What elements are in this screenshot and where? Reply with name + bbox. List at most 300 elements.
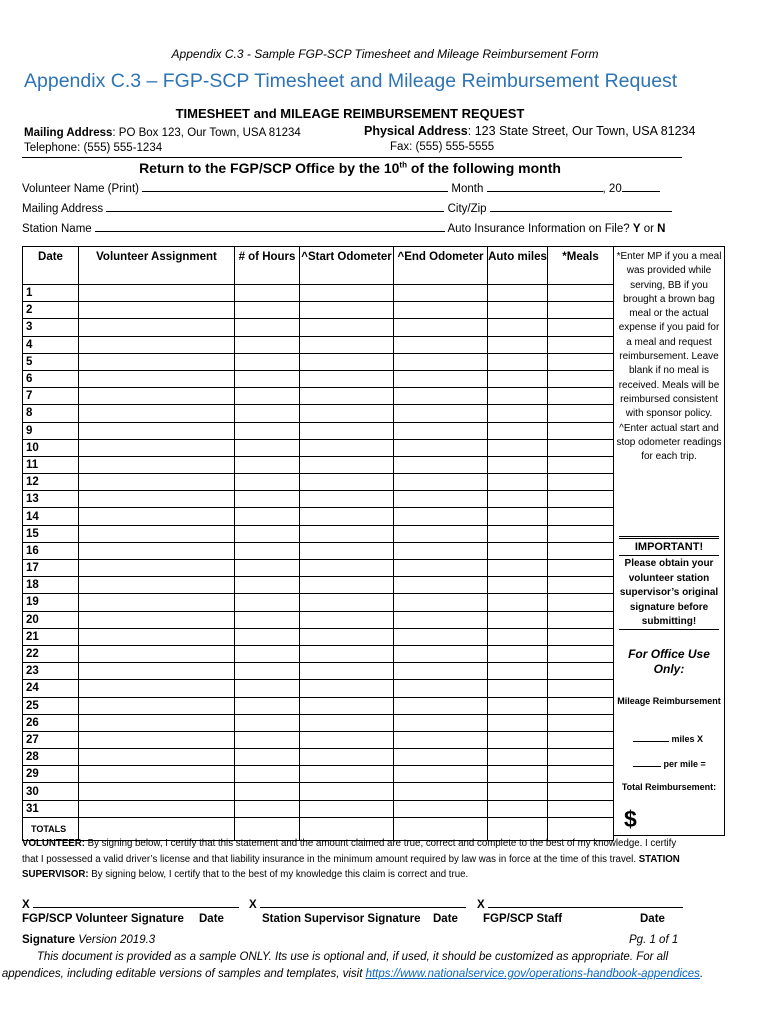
table-row [23, 714, 614, 731]
table-row [23, 594, 614, 611]
end-odometer-cell[interactable] [394, 285, 488, 302]
staff-date-label: Date [640, 913, 665, 925]
hours-cell[interactable] [235, 766, 300, 783]
start-odometer-cell[interactable] [300, 388, 394, 405]
meals-cell[interactable] [548, 439, 614, 456]
end-odometer-cell[interactable] [394, 474, 488, 491]
assignment-cell[interactable] [79, 508, 235, 525]
end-odometer-cell[interactable] [394, 800, 488, 817]
mailing-address-field[interactable] [106, 200, 444, 212]
auto-miles-cell[interactable] [488, 474, 548, 491]
staff-x-mark: X [477, 899, 485, 911]
start-odometer-cell[interactable] [300, 697, 394, 714]
table-row [23, 353, 614, 370]
start-odometer-cell[interactable] [300, 302, 394, 319]
hours-cell[interactable] [235, 800, 300, 817]
hours-cell[interactable] [235, 422, 300, 439]
assignment-cell[interactable] [79, 542, 235, 559]
end-odometer-header: ^End Odometer [394, 247, 488, 285]
assignment-cell[interactable] [79, 577, 235, 594]
auto-miles-cell[interactable] [488, 680, 548, 697]
table-row [23, 319, 614, 336]
assignment-cell[interactable] [79, 783, 235, 800]
start-odometer-cell[interactable] [300, 525, 394, 542]
meals-cell[interactable] [548, 577, 614, 594]
rate-entry-row [633, 757, 706, 769]
start-odometer-cell[interactable] [300, 422, 394, 439]
assignment-cell[interactable] [79, 697, 235, 714]
auto-miles-cell[interactable] [488, 542, 548, 559]
auto-miles-cell[interactable] [488, 422, 548, 439]
meals-cell[interactable] [548, 353, 614, 370]
end-odometer-cell[interactable] [394, 697, 488, 714]
table-row [23, 645, 614, 662]
start-odometer-cell[interactable] [300, 783, 394, 800]
table-row [23, 285, 614, 302]
hours-cell[interactable] [235, 731, 300, 748]
volunteer-cert-label: VOLUNTEER: [22, 838, 85, 849]
table-row [23, 491, 614, 508]
start-odometer-cell[interactable] [300, 766, 394, 783]
assignment-cell[interactable] [79, 439, 235, 456]
hours-cell[interactable] [235, 542, 300, 559]
auto-miles-cell[interactable] [488, 697, 548, 714]
assignment-cell[interactable] [79, 714, 235, 731]
assignment-cell[interactable] [79, 285, 235, 302]
volunteer-signature-line [22, 896, 239, 911]
start-odometer-cell[interactable] [300, 491, 394, 508]
table-row [23, 542, 614, 559]
hours-cell[interactable] [235, 474, 300, 491]
city-zip-field[interactable] [490, 200, 672, 212]
start-odometer-cell[interactable] [300, 663, 394, 680]
footer-note-end: . [699, 968, 704, 980]
start-odometer-cell[interactable] [300, 800, 394, 817]
auto-miles-cell[interactable] [488, 731, 548, 748]
table-row [23, 697, 614, 714]
office-divider [619, 629, 719, 630]
appendices-link[interactable]: https://www.nationalservice.gov/operations-handbook-appendices [365, 968, 700, 980]
meals-cell[interactable] [548, 508, 614, 525]
start-odometer-cell[interactable] [300, 714, 394, 731]
end-odometer-cell[interactable] [394, 680, 488, 697]
meals-cell[interactable] [548, 560, 614, 577]
volunteer-date-label: Date [199, 913, 224, 925]
end-odometer-cell[interactable] [394, 542, 488, 559]
end-odometer-cell[interactable] [394, 405, 488, 422]
auto-miles-cell[interactable] [488, 388, 548, 405]
start-odometer-cell[interactable] [300, 336, 394, 353]
auto-miles-cell[interactable] [488, 611, 548, 628]
table-row [23, 302, 614, 319]
table-row [23, 766, 614, 783]
auto-miles-cell[interactable] [488, 302, 548, 319]
meals-cell[interactable] [548, 302, 614, 319]
start-odometer-cell[interactable] [300, 628, 394, 645]
start-odometer-header: ^Start Odometer [300, 247, 394, 285]
meals-cell[interactable] [548, 645, 614, 662]
auto-miles-cell[interactable] [488, 749, 548, 766]
auto-miles-cell[interactable] [488, 370, 548, 387]
end-odometer-cell[interactable] [394, 663, 488, 680]
auto-miles-cell[interactable] [488, 336, 548, 353]
important-heading: IMPORTANT! [634, 541, 704, 553]
hours-header: # of Hours [235, 247, 300, 285]
table-row [23, 577, 614, 594]
auto-miles-cell[interactable] [488, 594, 548, 611]
meals-cell[interactable] [548, 731, 614, 748]
auto-miles-cell[interactable] [488, 508, 548, 525]
end-odometer-cell[interactable] [394, 370, 488, 387]
meals-cell[interactable] [548, 697, 614, 714]
assignment-cell[interactable] [79, 560, 235, 577]
assignment-cell[interactable] [79, 474, 235, 491]
end-odometer-cell[interactable] [394, 388, 488, 405]
meals-cell[interactable] [548, 714, 614, 731]
end-odometer-cell[interactable] [394, 577, 488, 594]
staff-signature-line [477, 896, 683, 911]
meals-cell[interactable] [548, 800, 614, 817]
supervisor-signature-field[interactable] [260, 896, 466, 908]
auto-miles-cell[interactable] [488, 560, 548, 577]
assignment-cell[interactable] [79, 749, 235, 766]
day-number: 7 [23, 388, 79, 405]
meals-cell[interactable] [548, 542, 614, 559]
month-field[interactable] [487, 180, 603, 192]
day-number: 31 [23, 800, 79, 817]
end-odometer-cell[interactable] [394, 302, 488, 319]
important-divider [619, 555, 719, 556]
dollar-sign: $ [624, 806, 637, 832]
end-odometer-cell[interactable] [394, 749, 488, 766]
physical-address-line [364, 124, 695, 138]
end-odometer-cell[interactable] [394, 508, 488, 525]
table-row [23, 560, 614, 577]
table-row [23, 611, 614, 628]
end-odometer-cell[interactable] [394, 525, 488, 542]
day-number: 12 [23, 474, 79, 491]
assignment-cell[interactable] [79, 491, 235, 508]
table-row [23, 749, 614, 766]
assignment-cell[interactable] [79, 525, 235, 542]
assignment-cell[interactable] [79, 353, 235, 370]
day-number: 1 [23, 285, 79, 302]
miles-entry-field[interactable] [633, 732, 669, 742]
return-instruction [0, 160, 700, 176]
meals-cell[interactable] [548, 370, 614, 387]
table-row [23, 336, 614, 353]
hours-cell[interactable] [235, 525, 300, 542]
start-odometer-cell[interactable] [300, 319, 394, 336]
meals-cell[interactable] [548, 766, 614, 783]
volunteer-signature-field[interactable] [33, 896, 239, 908]
auto-miles-header: Auto miles [488, 247, 548, 285]
day-number: 2 [23, 302, 79, 319]
telephone-line: Telephone: (555) 555-1234 [24, 142, 163, 154]
end-odometer-cell[interactable] [394, 645, 488, 662]
meals-cell[interactable] [548, 474, 614, 491]
timesheet-table [22, 246, 614, 841]
start-odometer-cell[interactable] [300, 370, 394, 387]
table-row [23, 388, 614, 405]
start-odometer-cell[interactable] [300, 456, 394, 473]
assignment-cell[interactable] [79, 628, 235, 645]
auto-miles-cell[interactable] [488, 766, 548, 783]
hours-cell[interactable] [235, 628, 300, 645]
auto-miles-cell[interactable] [488, 405, 548, 422]
day-number: 6 [23, 370, 79, 387]
start-odometer-cell[interactable] [300, 508, 394, 525]
table-row [23, 800, 614, 817]
day-number: 5 [23, 353, 79, 370]
hours-cell[interactable] [235, 491, 300, 508]
year-prefix: , 20 [602, 183, 622, 195]
insurance-no-option[interactable]: N [657, 223, 666, 235]
end-odometer-cell[interactable] [394, 422, 488, 439]
hours-cell[interactable] [235, 302, 300, 319]
meals-cell[interactable] [548, 611, 614, 628]
table-row [23, 508, 614, 525]
meals-cell[interactable] [548, 285, 614, 302]
assignment-cell[interactable] [79, 422, 235, 439]
assignment-cell[interactable] [79, 319, 235, 336]
hours-cell[interactable] [235, 456, 300, 473]
start-odometer-cell[interactable] [300, 405, 394, 422]
table-row [23, 474, 614, 491]
day-number: 13 [23, 491, 79, 508]
meals-cell[interactable] [548, 405, 614, 422]
assignment-cell[interactable] [79, 645, 235, 662]
end-odometer-cell[interactable] [394, 560, 488, 577]
table-header-row [23, 247, 614, 285]
auto-miles-cell[interactable] [488, 491, 548, 508]
table-row [23, 783, 614, 800]
assignment-cell[interactable] [79, 800, 235, 817]
table-row [23, 439, 614, 456]
hours-cell[interactable] [235, 594, 300, 611]
end-odometer-cell[interactable] [394, 353, 488, 370]
end-odometer-cell[interactable] [394, 439, 488, 456]
meals-cell[interactable] [548, 336, 614, 353]
hours-cell[interactable] [235, 405, 300, 422]
auto-miles-cell[interactable] [488, 439, 548, 456]
station-name-label: Station Name [22, 223, 92, 235]
return-superscript: th [399, 160, 407, 170]
auto-miles-cell[interactable] [488, 353, 548, 370]
volunteer-signature-label: FGP/SCP Volunteer Signature [22, 913, 184, 925]
end-odometer-cell[interactable] [394, 766, 488, 783]
end-odometer-cell[interactable] [394, 319, 488, 336]
meals-cell[interactable] [548, 319, 614, 336]
hours-cell[interactable] [235, 663, 300, 680]
document-title: Appendix C.3 – FGP-SCP Timesheet and Mileage Reimbursement Request [24, 70, 678, 92]
start-odometer-cell[interactable] [300, 285, 394, 302]
start-odometer-cell[interactable] [300, 749, 394, 766]
hours-cell[interactable] [235, 783, 300, 800]
end-odometer-cell[interactable] [394, 491, 488, 508]
hours-cell[interactable] [235, 353, 300, 370]
station-name-row [22, 220, 665, 235]
start-odometer-cell[interactable] [300, 577, 394, 594]
supervisor-signature-label: Station Supervisor Signature [262, 913, 421, 925]
end-odometer-cell[interactable] [394, 594, 488, 611]
footer-version-text: Version 2019.3 [75, 934, 156, 946]
insurance-or-text: or [640, 223, 658, 235]
assignment-cell[interactable] [79, 336, 235, 353]
meals-cell[interactable] [548, 388, 614, 405]
auto-miles-cell[interactable] [488, 783, 548, 800]
assignment-cell[interactable] [79, 611, 235, 628]
hours-cell[interactable] [235, 714, 300, 731]
meals-cell[interactable] [548, 525, 614, 542]
end-odometer-cell[interactable] [394, 336, 488, 353]
end-odometer-cell[interactable] [394, 456, 488, 473]
hours-cell[interactable] [235, 577, 300, 594]
mailing-address-value: : PO Box 123, Our Town, USA 81234 [112, 127, 301, 139]
assignment-header: Volunteer Assignment [79, 247, 235, 285]
start-odometer-cell[interactable] [300, 611, 394, 628]
volunteer-name-field[interactable] [142, 180, 448, 192]
day-number: 28 [23, 749, 79, 766]
day-number: 18 [23, 577, 79, 594]
assignment-cell[interactable] [79, 766, 235, 783]
office-use-heading: For Office Use Only: [628, 647, 710, 676]
auto-miles-cell[interactable] [488, 285, 548, 302]
insurance-yes-option[interactable]: Y [632, 223, 641, 235]
assignment-cell[interactable] [79, 663, 235, 680]
assignment-cell[interactable] [79, 302, 235, 319]
hours-cell[interactable] [235, 680, 300, 697]
day-number: 11 [23, 456, 79, 473]
meals-cell[interactable] [548, 663, 614, 680]
footer-note-prefix: appendices, including editable versions of samples and templates, visit [1, 968, 366, 980]
hours-cell[interactable] [235, 508, 300, 525]
day-number: 20 [23, 611, 79, 628]
day-number: 23 [23, 663, 79, 680]
start-odometer-cell[interactable] [300, 439, 394, 456]
hours-cell[interactable] [235, 319, 300, 336]
start-odometer-cell[interactable] [300, 645, 394, 662]
hours-cell[interactable] [235, 388, 300, 405]
meals-cell[interactable] [548, 594, 614, 611]
hours-cell[interactable] [235, 336, 300, 353]
auto-miles-cell[interactable] [488, 645, 548, 662]
end-odometer-cell[interactable] [394, 731, 488, 748]
table-row [23, 456, 614, 473]
sidebar-double-rule [619, 536, 719, 539]
hours-cell[interactable] [235, 439, 300, 456]
start-odometer-cell[interactable] [300, 680, 394, 697]
year-field[interactable] [622, 180, 660, 192]
footer-version [22, 934, 155, 946]
meals-odometer-instructions: *Enter MP if you a meal was provided while serving, BB if you brought a brown bag meal or the actual expense if you paid for a meal and request reimbursement. Leave blank if no meal is received. Meals will be reimbursed consistent with sponsor policy. ^Enter actual start and stop odometer readings for each trip. [616, 251, 722, 463]
month-label: Month [451, 183, 484, 195]
auto-miles-cell[interactable] [488, 628, 548, 645]
miles-entry-row [633, 732, 703, 744]
total-reimbursement-label: Total Reimbursement: [621, 782, 717, 792]
supervisor-date-label: Date [433, 913, 458, 925]
assignment-cell[interactable] [79, 370, 235, 387]
end-odometer-cell[interactable] [394, 628, 488, 645]
auto-miles-cell[interactable] [488, 525, 548, 542]
assignment-cell[interactable] [79, 594, 235, 611]
rate-entry-field[interactable] [633, 757, 661, 767]
table-row [23, 422, 614, 439]
day-number: 27 [23, 731, 79, 748]
table-row [23, 680, 614, 697]
physical-address-label: Physical Address [364, 124, 468, 138]
assignment-cell[interactable] [79, 405, 235, 422]
hours-cell[interactable] [235, 645, 300, 662]
start-odometer-cell[interactable] [300, 594, 394, 611]
auto-miles-cell[interactable] [488, 800, 548, 817]
auto-miles-cell[interactable] [488, 663, 548, 680]
end-odometer-cell[interactable] [394, 611, 488, 628]
start-odometer-cell[interactable] [300, 474, 394, 491]
table-row [23, 525, 614, 542]
table-row [23, 731, 614, 748]
end-odometer-cell[interactable] [394, 783, 488, 800]
auto-miles-cell[interactable] [488, 319, 548, 336]
meals-cell[interactable] [548, 456, 614, 473]
start-odometer-cell[interactable] [300, 560, 394, 577]
hours-cell[interactable] [235, 697, 300, 714]
end-odometer-cell[interactable] [394, 714, 488, 731]
hours-cell[interactable] [235, 611, 300, 628]
meals-cell[interactable] [548, 422, 614, 439]
hours-cell[interactable] [235, 370, 300, 387]
assignment-cell[interactable] [79, 731, 235, 748]
day-number: 26 [23, 714, 79, 731]
mailing-address-row [22, 200, 672, 215]
per-mile-label: per mile = [663, 759, 706, 769]
station-name-field[interactable] [95, 220, 445, 232]
day-number: 16 [23, 542, 79, 559]
mileage-reimbursement-heading: Mileage Reimbursement [617, 696, 721, 706]
assignment-cell[interactable] [79, 680, 235, 697]
meals-cell[interactable] [548, 491, 614, 508]
hours-cell[interactable] [235, 749, 300, 766]
staff-signature-field[interactable] [488, 896, 683, 908]
day-number: 10 [23, 439, 79, 456]
day-number: 9 [23, 422, 79, 439]
day-number: 8 [23, 405, 79, 422]
meals-cell[interactable] [548, 628, 614, 645]
volunteer-x-mark: X [22, 899, 30, 911]
day-number: 24 [23, 680, 79, 697]
supervisor-cert-label: STATION SUPERVISOR: [22, 853, 680, 880]
auto-miles-cell[interactable] [488, 714, 548, 731]
start-odometer-cell[interactable] [300, 353, 394, 370]
hours-cell[interactable] [235, 560, 300, 577]
day-number: 29 [23, 766, 79, 783]
assignment-cell[interactable] [79, 456, 235, 473]
auto-miles-cell[interactable] [488, 456, 548, 473]
date-header: Date [23, 247, 79, 285]
day-number: 19 [23, 594, 79, 611]
fax-line: Fax: (555) 555-5555 [390, 141, 495, 153]
city-zip-label: City/Zip [447, 203, 487, 215]
meals-cell[interactable] [548, 680, 614, 697]
meals-cell[interactable] [548, 783, 614, 800]
supervisor-cert-text: By signing below, I certify that to the best of my knowledge this claim is correct and true. [88, 869, 469, 880]
auto-miles-cell[interactable] [488, 577, 548, 594]
start-odometer-cell[interactable] [300, 542, 394, 559]
assignment-cell[interactable] [79, 388, 235, 405]
meals-cell[interactable] [548, 749, 614, 766]
start-odometer-cell[interactable] [300, 731, 394, 748]
hours-cell[interactable] [235, 285, 300, 302]
